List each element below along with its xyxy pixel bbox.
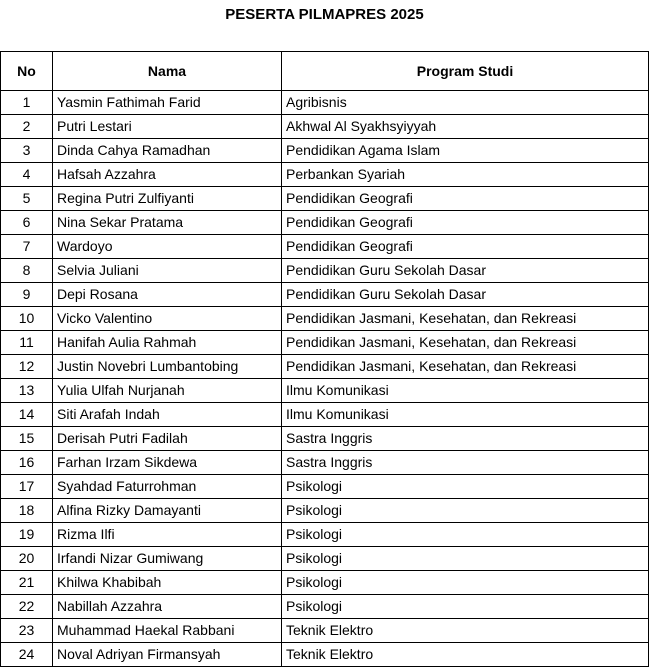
cell-no: 3 <box>1 139 53 163</box>
cell-nama: Vicko Valentino <box>53 307 282 331</box>
header-program-studi: Program Studi <box>282 52 649 91</box>
table-header-row <box>1 52 649 91</box>
table-row <box>1 643 649 667</box>
table-row <box>1 499 649 523</box>
cell-no: 6 <box>1 211 53 235</box>
cell-nama: Derisah Putri Fadilah <box>53 427 282 451</box>
cell-no: 23 <box>1 619 53 643</box>
cell-no: 17 <box>1 475 53 499</box>
cell-nama: Muhammad Haekal Rabbani <box>53 619 282 643</box>
table-row <box>1 187 649 211</box>
table-body <box>1 91 649 667</box>
table-row <box>1 307 649 331</box>
cell-program-studi: Psikologi <box>282 547 649 571</box>
cell-program-studi: Pendidikan Jasmani, Kesehatan, dan Rekreasi <box>282 355 649 379</box>
cell-no: 22 <box>1 595 53 619</box>
cell-no: 14 <box>1 403 53 427</box>
table-row <box>1 115 649 139</box>
table-row <box>1 451 649 475</box>
cell-no: 7 <box>1 235 53 259</box>
cell-no: 21 <box>1 571 53 595</box>
table-row <box>1 619 649 643</box>
cell-nama: Regina Putri Zulfiyanti <box>53 187 282 211</box>
cell-nama: Farhan Irzam Sikdewa <box>53 451 282 475</box>
cell-no: 16 <box>1 451 53 475</box>
cell-nama: Alfina Rizky Damayanti <box>53 499 282 523</box>
table-row <box>1 547 649 571</box>
cell-nama: Yasmin Fathimah Farid <box>53 91 282 115</box>
cell-program-studi: Sastra Inggris <box>282 427 649 451</box>
cell-program-studi: Psikologi <box>282 571 649 595</box>
cell-no: 1 <box>1 91 53 115</box>
cell-no: 18 <box>1 499 53 523</box>
header-no: No <box>1 52 53 91</box>
cell-no: 13 <box>1 379 53 403</box>
document-title: PESERTA PILMAPRES 2025 <box>225 6 424 23</box>
cell-program-studi: Teknik Elektro <box>282 643 649 667</box>
cell-nama: Hafsah Azzahra <box>53 163 282 187</box>
table-row <box>1 403 649 427</box>
cell-nama: Nina Sekar Pratama <box>53 211 282 235</box>
table-row <box>1 379 649 403</box>
cell-no: 10 <box>1 307 53 331</box>
cell-no: 4 <box>1 163 53 187</box>
cell-nama: Depi Rosana <box>53 283 282 307</box>
cell-nama: Yulia Ulfah Nurjanah <box>53 379 282 403</box>
table-row <box>1 427 649 451</box>
cell-no: 20 <box>1 547 53 571</box>
table-row <box>1 163 649 187</box>
cell-no: 8 <box>1 259 53 283</box>
table-row <box>1 355 649 379</box>
cell-program-studi: Pendidikan Guru Sekolah Dasar <box>282 283 649 307</box>
cell-no: 24 <box>1 643 53 667</box>
table-row <box>1 475 649 499</box>
cell-nama: Dinda Cahya Ramadhan <box>53 139 282 163</box>
cell-program-studi: Pendidikan Geografi <box>282 235 649 259</box>
cell-nama: Irfandi Nizar Gumiwang <box>53 547 282 571</box>
table-row <box>1 139 649 163</box>
cell-program-studi: Ilmu Komunikasi <box>282 379 649 403</box>
cell-program-studi: Psikologi <box>282 523 649 547</box>
table-row <box>1 283 649 307</box>
cell-nama: Siti Arafah Indah <box>53 403 282 427</box>
cell-nama: Syahdad Faturrohman <box>53 475 282 499</box>
cell-no: 19 <box>1 523 53 547</box>
cell-nama: Khilwa Khabibah <box>53 571 282 595</box>
cell-program-studi: Ilmu Komunikasi <box>282 403 649 427</box>
table-row <box>1 523 649 547</box>
cell-program-studi: Pendidikan Geografi <box>282 211 649 235</box>
cell-nama: Justin Novebri Lumbantobing <box>53 355 282 379</box>
cell-no: 11 <box>1 331 53 355</box>
table-row <box>1 259 649 283</box>
cell-program-studi: Teknik Elektro <box>282 619 649 643</box>
header-nama: Nama <box>53 52 282 91</box>
cell-program-studi: Perbankan Syariah <box>282 163 649 187</box>
cell-nama: Nabillah Azzahra <box>53 595 282 619</box>
cell-nama: Selvia Juliani <box>53 259 282 283</box>
table-row <box>1 211 649 235</box>
cell-nama: Putri Lestari <box>53 115 282 139</box>
table-row <box>1 235 649 259</box>
cell-program-studi: Psikologi <box>282 475 649 499</box>
cell-program-studi: Agribisnis <box>282 91 649 115</box>
table-row <box>1 331 649 355</box>
cell-no: 9 <box>1 283 53 307</box>
cell-nama: Rizma Ilfi <box>53 523 282 547</box>
cell-no: 5 <box>1 187 53 211</box>
cell-program-studi: Pendidikan Jasmani, Kesehatan, dan Rekreasi <box>282 331 649 355</box>
cell-program-studi: Psikologi <box>282 595 649 619</box>
cell-no: 2 <box>1 115 53 139</box>
cell-program-studi: Akhwal Al Syakhsyiyyah <box>282 115 649 139</box>
cell-program-studi: Pendidikan Agama Islam <box>282 139 649 163</box>
cell-nama: Hanifah Aulia Rahmah <box>53 331 282 355</box>
cell-program-studi: Sastra Inggris <box>282 451 649 475</box>
table-row <box>1 595 649 619</box>
cell-program-studi: Pendidikan Geografi <box>282 187 649 211</box>
cell-program-studi: Pendidikan Jasmani, Kesehatan, dan Rekreasi <box>282 307 649 331</box>
cell-nama: Noval Adriyan Firmansyah <box>53 643 282 667</box>
cell-nama: Wardoyo <box>53 235 282 259</box>
cell-program-studi: Pendidikan Guru Sekolah Dasar <box>282 259 649 283</box>
cell-no: 12 <box>1 355 53 379</box>
table-row <box>1 91 649 115</box>
participants-table <box>0 51 649 667</box>
cell-no: 15 <box>1 427 53 451</box>
table-row <box>1 571 649 595</box>
cell-program-studi: Psikologi <box>282 499 649 523</box>
